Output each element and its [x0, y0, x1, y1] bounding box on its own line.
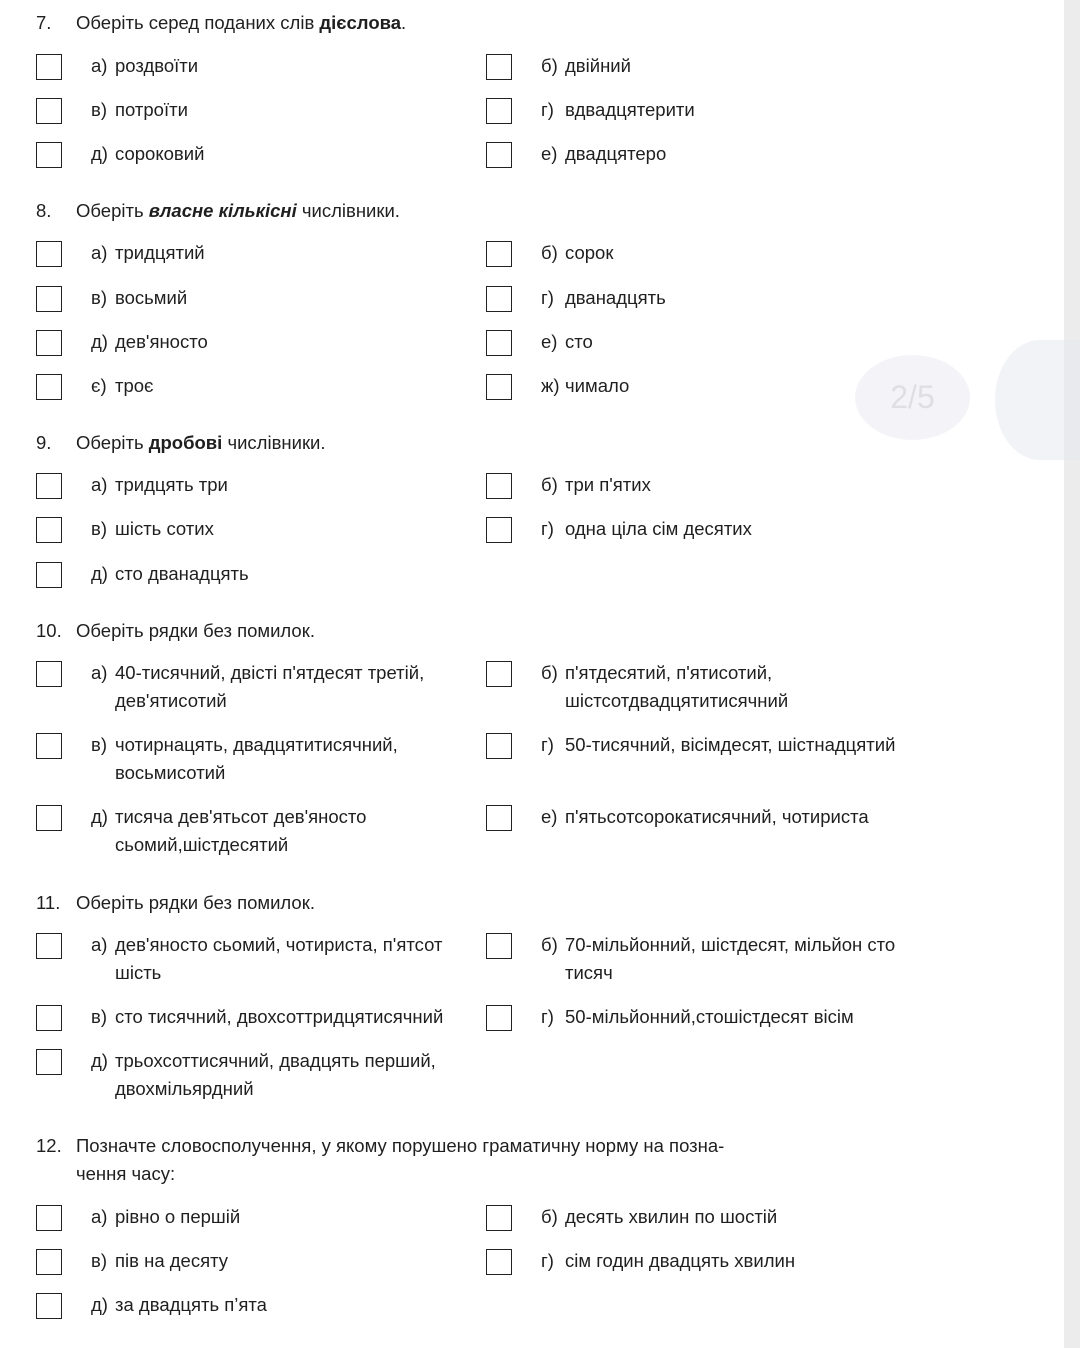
option-q10-g [541, 731, 895, 759]
option-q10-d [91, 803, 366, 859]
option-letter: а) [91, 1206, 108, 1227]
option-q12-a [91, 1203, 240, 1231]
checkbox-q7-a[interactable] [36, 54, 62, 80]
question-text-end: числівники. [296, 200, 400, 221]
checkbox-q8-a[interactable] [36, 241, 62, 267]
page-indicator-text: 2/5 [890, 379, 935, 415]
option-q8-v [91, 284, 187, 312]
option-text: роздвоїти [115, 55, 199, 76]
question-7-title [36, 9, 406, 37]
page-indicator [855, 355, 970, 440]
option-letter: г) [541, 287, 554, 308]
option-q9-g [541, 515, 752, 543]
option-text: дванадцять [565, 287, 666, 308]
checkbox-q7-e[interactable] [486, 142, 512, 168]
option-text: шість сотих [115, 518, 214, 539]
checkbox-q8-v[interactable] [36, 286, 62, 312]
option-q11-a [91, 931, 442, 987]
checkbox-q12-b[interactable] [486, 1205, 512, 1231]
question-number: 10. [36, 620, 62, 641]
option-text: за двадцять п’ята [115, 1294, 267, 1315]
checkbox-q10-v[interactable] [36, 733, 62, 759]
option-letter: д) [91, 143, 108, 164]
question-text-end: числівники. [222, 432, 326, 453]
option-letter: д) [91, 1050, 108, 1071]
option-text-cont: дев'ятисотий [115, 690, 227, 711]
checkbox-q11-g[interactable] [486, 1005, 512, 1031]
question-10-title [36, 617, 315, 645]
option-text: троє [115, 375, 154, 396]
option-letter: а) [91, 662, 108, 683]
option-letter: в) [91, 518, 107, 539]
option-text-cont: шість [115, 962, 162, 983]
option-letter: г) [541, 99, 554, 120]
option-q10-a [91, 659, 424, 715]
option-q7-b [541, 52, 631, 80]
question-text: Оберіть [76, 200, 149, 221]
option-text: трьохсоттисячний, двадцять перший, [115, 1050, 436, 1071]
checkbox-q8-g[interactable] [486, 286, 512, 312]
option-q8-ye [91, 372, 154, 400]
option-text: дев'яносто сьомий, чотириста, п'ятсот [115, 934, 443, 955]
checkbox-q8-b[interactable] [486, 241, 512, 267]
option-text: двійний [565, 55, 631, 76]
checkbox-q7-b[interactable] [486, 54, 512, 80]
option-q8-e [541, 328, 593, 356]
checkbox-q10-e[interactable] [486, 805, 512, 831]
option-letter: д) [91, 563, 108, 584]
question-text-end: . [401, 12, 407, 33]
option-text: сто дванадцять [115, 563, 249, 584]
option-letter: б) [541, 934, 558, 955]
option-text: 50-тисячний, вісімдесят, шістнадцятий [565, 734, 896, 755]
option-letter: д) [91, 806, 108, 827]
option-text: десять хвилин по шостій [565, 1206, 778, 1227]
option-q12-v [91, 1247, 228, 1275]
option-text: потроїти [115, 99, 188, 120]
option-letter: г) [541, 1006, 554, 1027]
question-number: 7. [36, 12, 52, 33]
question-keyword: дробові [148, 432, 223, 453]
option-q11-b [541, 931, 895, 987]
checkbox-q11-d[interactable] [36, 1049, 62, 1075]
option-letter: е) [541, 806, 558, 827]
checkbox-q7-d[interactable] [36, 142, 62, 168]
option-letter: в) [91, 1250, 107, 1271]
option-text-cont: сьомий,шістдесятий [115, 834, 289, 855]
option-q8-d [91, 328, 208, 356]
option-letter: д) [91, 331, 108, 352]
checkbox-q12-d[interactable] [36, 1293, 62, 1319]
option-letter: а) [91, 474, 108, 495]
checkbox-q10-g[interactable] [486, 733, 512, 759]
checkbox-q8-e[interactable] [486, 330, 512, 356]
option-q12-d [91, 1291, 267, 1319]
option-text-cont: двохмільярдний [115, 1078, 254, 1099]
option-q11-v [91, 1003, 443, 1031]
option-text: тридцятий [115, 242, 205, 263]
option-text: рівно о першій [115, 1206, 241, 1227]
checkbox-q10-d[interactable] [36, 805, 62, 831]
option-letter: г) [541, 1250, 554, 1271]
option-q7-e [541, 140, 666, 168]
question-keyword: дієслова [319, 12, 402, 33]
option-text: сто тисячний, двохсоттридцятисячний [115, 1006, 444, 1027]
option-text: п'ятьсотсорокатисячний, чотириста [565, 806, 869, 827]
option-text: чимало [565, 375, 630, 396]
option-text: п'ятдесятий, п'ятисотий, [565, 662, 773, 683]
option-q7-g [541, 96, 695, 124]
option-q7-d [91, 140, 204, 168]
option-q12-g [541, 1247, 795, 1275]
checkbox-q9-v[interactable] [36, 517, 62, 543]
option-q9-d [91, 560, 249, 588]
option-q10-e [541, 803, 869, 831]
question-keyword: власне кількісні [148, 200, 297, 221]
option-letter: б) [541, 662, 558, 683]
question-number: 9. [36, 432, 52, 453]
checkbox-q9-a[interactable] [36, 473, 62, 499]
option-text: одна ціла сім десятих [565, 518, 752, 539]
checkbox-q10-a[interactable] [36, 661, 62, 687]
option-letter: є) [91, 375, 107, 396]
checkbox-q12-a[interactable] [36, 1205, 62, 1231]
option-q8-g [541, 284, 666, 312]
question-text: Позначте словосполучення, у якому порушено граматичну норму на позна- [76, 1135, 725, 1156]
option-text: тисяча дев'ятьсот дев'яносто [115, 806, 367, 827]
checkbox-q12-v[interactable] [36, 1249, 62, 1275]
option-q9-a [91, 471, 228, 499]
question-12-title [36, 1132, 724, 1188]
option-letter: г) [541, 518, 554, 539]
checkbox-q8-zh[interactable] [486, 374, 512, 400]
option-letter: б) [541, 474, 558, 495]
option-text-cont: восьмисотий [115, 762, 226, 783]
option-letter: б) [541, 242, 558, 263]
option-text: сім годин двадцять хвилин [565, 1250, 796, 1271]
option-letter: а) [91, 55, 108, 76]
checkbox-q7-g[interactable] [486, 98, 512, 124]
option-text: 70-мільйонний, шістдесят, мільйон сто [565, 934, 896, 955]
option-q8-b [541, 239, 613, 267]
option-q8-zh [541, 372, 629, 400]
option-letter: е) [541, 143, 558, 164]
checkbox-q12-g[interactable] [486, 1249, 512, 1275]
side-handle[interactable] [995, 340, 1080, 460]
checkbox-q9-g[interactable] [486, 517, 512, 543]
option-text: тридцять три [115, 474, 228, 495]
option-letter: ж) [541, 375, 560, 396]
option-letter: а) [91, 242, 108, 263]
option-q12-b [541, 1203, 777, 1231]
page-edge [1064, 0, 1080, 1348]
option-letter: г) [541, 734, 554, 755]
checkbox-q11-a[interactable] [36, 933, 62, 959]
option-text: пів на десяту [115, 1250, 229, 1271]
option-q9-v [91, 515, 214, 543]
option-q7-a [91, 52, 198, 80]
option-text-cont: тисяч [565, 962, 613, 983]
option-text: сороковий [115, 143, 205, 164]
checkbox-q8-ye[interactable] [36, 374, 62, 400]
option-letter: в) [91, 734, 107, 755]
option-q10-b [541, 659, 788, 715]
option-q11-g [541, 1003, 854, 1031]
question-8-title [36, 197, 400, 225]
option-letter: е) [541, 331, 558, 352]
option-text: сорок [565, 242, 614, 263]
option-text: 50-мільйонний,стошістдесят вісім [565, 1006, 854, 1027]
option-q8-a [91, 239, 205, 267]
question-number: 12. [36, 1135, 62, 1156]
option-text: 40-тисячний, двісті п'ятдесят третій, [115, 662, 425, 683]
question-number: 8. [36, 200, 52, 221]
option-q11-d [91, 1047, 436, 1103]
option-text: дев'яносто [115, 331, 208, 352]
checkbox-q8-d[interactable] [36, 330, 62, 356]
checkbox-q7-v[interactable] [36, 98, 62, 124]
option-text: восьмий [115, 287, 188, 308]
option-text: двадцятеро [565, 143, 667, 164]
question-text-cont: чення часу: [76, 1163, 176, 1184]
question-text: Оберіть [76, 432, 149, 453]
question-text: Оберіть рядки без помилок. [76, 620, 315, 641]
option-letter: в) [91, 1006, 107, 1027]
checkbox-q9-b[interactable] [486, 473, 512, 499]
option-q7-v [91, 96, 188, 124]
option-q10-v [91, 731, 398, 787]
option-letter: в) [91, 287, 107, 308]
checkbox-q9-d[interactable] [36, 562, 62, 588]
option-letter: а) [91, 934, 108, 955]
checkbox-q11-b[interactable] [486, 933, 512, 959]
option-text-cont: шістсотдвадцятитисячний [565, 690, 789, 711]
question-text: Оберіть серед поданих слів [76, 12, 320, 33]
question-11-title [36, 889, 315, 917]
option-letter: в) [91, 99, 107, 120]
option-text: три п'ятих [565, 474, 651, 495]
question-number: 11. [36, 892, 61, 913]
option-text: вдвадцятерити [565, 99, 695, 120]
option-q9-b [541, 471, 651, 499]
option-letter: б) [541, 1206, 558, 1227]
option-letter: д) [91, 1294, 108, 1315]
question-9-title [36, 429, 326, 457]
option-text: чотирнацять, двадцятитисячний, [115, 734, 398, 755]
question-text: Оберіть рядки без помилок. [76, 892, 315, 913]
checkbox-q11-v[interactable] [36, 1005, 62, 1031]
option-letter: б) [541, 55, 558, 76]
checkbox-q10-b[interactable] [486, 661, 512, 687]
option-text: сто [565, 331, 593, 352]
